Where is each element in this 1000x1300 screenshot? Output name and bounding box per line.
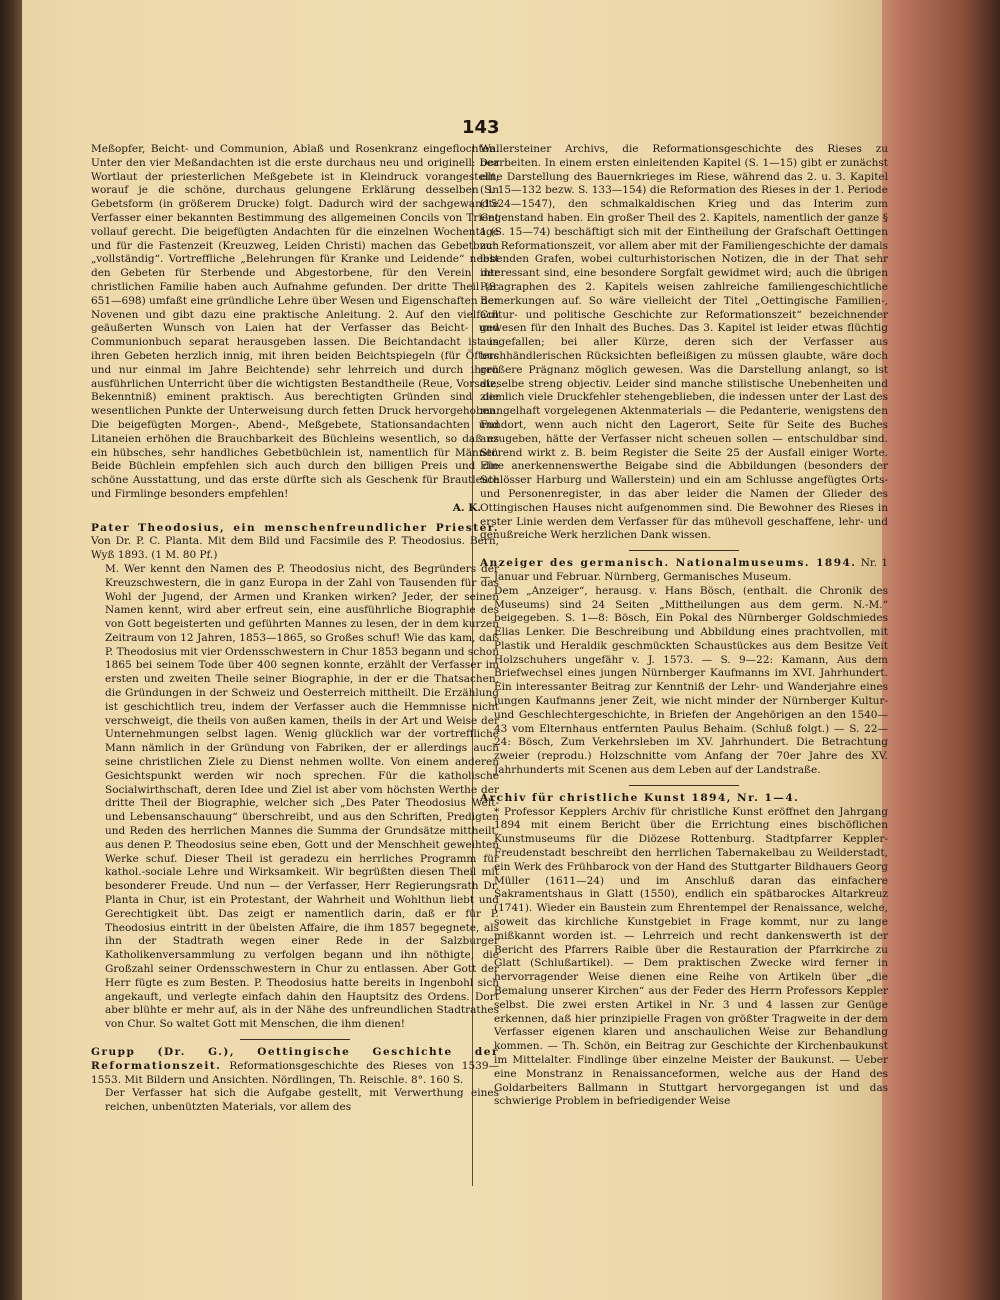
review-bibliography: Nr. 1 — Januar und Februar. Nürnberg, Germanisches Museum. — [480, 557, 889, 583]
review-paragraph: Wallersteiner Archivs, die Reformationsgeschichte des Rieses zu bearbeiten. In einem ersten einleitenden Kapitel (S. 1—15) gibt er zunächst eine Darstellung des Bauernkrieges im Riese, während das 2. u. 3. Kapitel (S. 15—132 bezw. S. 133—154) die Reformation des Rieses in der 1. Periode (1524—1547), den schmalkaldischen Krieg und das Interim zum Gegenstand haben. Ein großer Theil des 2. Kapitels, namentlich der ganze § 1 (S. 15—74) beschäftigt sich mit der Eintheilung der Grafschaft Oettingen zur Reformationszeit, vor allem aber mit der Familiengeschichte der damals lebenden Grafen, wobei culturhistorischen Notizen, die in der That sehr interessant sind, eine besondere Sorgfalt gewidmet wird; auch die übrigen Paragraphen des 2. Kapitels weisen zahlreiche familiengeschichtliche Bemerkungen auf. So wäre vielleicht der Titel „Oettingische Familien-, Cultur- und politische Geschichte zur Reformationszeit“ bezeichnender gewesen für den Inhalt des Buches. Das 3. Kapitel ist leider etwas flüchtig ausgefallen; bei aller Kürze, deren sich der Verfasser aus buchhändlerischen Rücksichten befleißigen zu müssen glaubte, wäre doch größere Prägnanz möglich gewesen. Was die Darstellung anlangt, so ist dieselbe streng objectiv. Leider sind manche stilistische Unebenheiten und ziemlich viele Druckfehler stehengeblieben, die indessen unter der Last des mangelhaft vorgelegenen Aktenmaterials — die Pedanterie, wenigstens den Fundort, wenn auch nicht den Lagerort, Seite für Seite des Buches anzugeben, hätte der Verfasser nicht scheuen sollen — entschuldbar sind. Störend wirkt z. B. beim Register die Seite 25 der Ausfall einiger Worte. Eine anerkennenswerthe Beigabe sind die Abbildungen (besonders der Schlösser Harburg und Wallerstein) und ein am Schlusse angefügtes Orts- und Personenregister, in das aber leider die Namen der Glieder des Ottingischen Hauses nicht aufgenommen sind. Die Bewohner des Rieses in erster Linie werden dem Verfasser für das mühevoll geschaffene, lehr- und genußreiche Werk herzlichen Dank wissen. — [480, 143, 888, 542]
review-paragraph: Dem „Anzeiger“, herausg. v. Hans Bösch, (enthalt. die Chronik des Museums) sind 24 Seiten „Mittheilungen aus dem germ. N.-M.“ beigegeben. S. 1—8: Bösch, Ein Pokal des Nürnberger Goldschmiedes Elias Lenker. Die Beschreibung und Abbildung eines prachtvollen, mit Plastik und Heraldik geschmückten Schaustückes aus dem Besitze Veit Holzschuhers ungefähr v. J. 1573. — S. 9—22: Kamann, Aus dem Briefwechsel eines jungen Nürnberger Kaufmanns im XVI. Jahrhundert. Ein interessanter Beitrag zur Kenntniß der Lehr- und Wanderjahre eines jungen Kaufmanns jener Zeit, wie nicht minder der Nürnberger Kultur- und Geschlechtergeschichte, in Briefen der Angehörigen an den 1540—43 vom Elternhaus entfernten Paulus Behaim. (Schluß folgt.) — S. 22—24: Bösch, Zum Verkehrsleben im XV. Jahrhundert. Die Betrachtung zweier (reprodu.) Holzschnitte vom Anfang der 70er Jahre des XV. Jahrhunderts mit Scenen aus dem Leben auf der Landstraße. — [494, 584, 888, 777]
book-binding-left — [0, 0, 22, 1300]
review-bibliography: Reformationsgeschichte des Rieses von 1539—1553. Mit Bildern und Ansichten. Nördlingen, Th. Reischle. 8°. 160 S. — [91, 1059, 499, 1086]
review-paragraph: Meßopfer, Beicht- und Communion, Ablaß und Rosenkranz eingeflochten. Unter den vier Meßandachten ist die erste durchaus neu und originell: Der Wortlaut der priesterlichen Meßgebete ist in Kleindruck vorangestellt, worauf je die schöne, durchaus gelungene Erklärung desselben in Gebetsform (in größerem Drucke) folgt. Dadurch wird der sachgewandte Verfasser einer bekannten Bestimmung des allgemeinen Concils von Trient vollauf gerecht. Die beigefügten Andachten für die einzelnen Wochentage und für die Fastenzeit (Kreuzweg, Leiden Christi) machen das Gebetbuch „vollständig“. Vortreffliche „Belehrungen für Kranke und Leidende“ nebst den Gebeten für Sterbende und Abgestorbene, für den Verein der christlichen Familie haben auch Aufnahme gefunden. Der dritte Theil (S. 651—698) umfaßt eine gründliche Lehre über Wesen und Eigenschaften der Novenen und gibt dazu eine praktische Anleitung. 2. Auf den vielfach geäußerten Wunsch von Laien hat der Verfasser das Beicht- und Communionbuch separat herausgeben lassen. Die Beichtandacht ist in ihren Gebeten herzlich innig, mit ihren beiden Beichtspiegeln (für Öfters und nur einmal im Jahre Beichtende) sehr lehrreich und durch ihren ausführlichen Unterricht über die wichtigsten Bestandtheile (Reue, Vorsatz, Bekenntniß) eminent praktisch. Aus berechtigten Gründen sind die wesentlichen Punkte der Unterweisung durch fetten Druck hervorgehoben. Die beigefügten Morgen-, Abend-, Meßgebete, Stationsandachten und Litaneien erhöhen die Brauchbarkeit des Büchleins wesentlich, so daß es ein hübsches, sehr handliches Gebetbüchlein ist, namentlich für Männer. Beide Büchlein empfehlen sich auch durch den billigen Preis und die schöne Ausstattung, und das erste dürfte sich als Geschenk für Brautleute und Firmlinge besonders empfehlen! — [91, 143, 499, 500]
book-page-edges — [880, 0, 1000, 1300]
review-heading — [91, 522, 499, 563]
review-title: Pater Theodosius, ein menschenfreundlicher Priester. — [91, 521, 499, 534]
review-signature: A. K. — [452, 501, 481, 514]
review-heading — [91, 1046, 499, 1087]
review-paragraph: M. Wer kennt den Namen des P. Theodosius nicht, des Begründers der Kreuzschwestern, die in ganz Europa in der Zahl von Tausenden für das Wohl der Jugend, der Armen und Kranken wirken? Jeder, der seinen Namen kennt, wird aber erfreut sein, eine ausführliche Biographie des von Gott begeisterten und geführten Mannes zu lesen, der in dem kurzen Zeitraum von 12 Jahren, 1853—1865, so Großes schuf! Wie das kam, daß P. Theodosius mit vier Ordensschwestern in Chur 1853 begann und schon 1865 bei seinem Tode über 400 segnen konnte, erzählt der Verfasser im ersten und zweiten Theile seiner Biographie, in der er die Thatsachen, die Gründungen in der Schweiz und Oesterreich mittheilt. Die Erzählung ist geschichtlich treu, indem der Verfasser auch die Hemmnisse nicht verschweigt, die theils von außen kamen, theils in der Art und Weise der Unternehmungen selbst lagen. Wenig glücklich war der vortreffliche Mann nämlich in der Gründung von Fabriken, der er allerdings auch seine christlichen Ziele zu Dienst nehmen wollte. Von einem anderen Gesichtspunkt werden wir noch sprechen. Für die katholische Socialwirthschaft, deren Idee und Ziel ist aber vom höchsten Werthe der dritte Theil der Biographie, welcher sich „Des Pater Theodosius Welt- und Lebensanschauung“ überschreibt, und aus den Schriften, Predigten und Reden des herrlichen Mannes die Summa der Grundsätze mittheilt, aus denen P. Theodosius seine eben, Gott und der Menschheit geweihten Werke schuf. Dieser Theil ist geradezu ein herrliches Programm für kathol.-sociale Lehre und Wirksamkeit. Wir begrüßten diesen Theil mit besonderer Freude. Und nun — der Verfasser, Herr Regierungsrath Dr. Planta in Chur, ist ein Protestant, der Wahrheit und Wohlthun liebt und Gerechtigkeit übt. Das zeigt er namentlich darin, daß er für P. Theodosius eintritt in der übelsten Affaire, die ihm 1857 begegnete, als ihn der Stadtrath wegen einer Rede in der Salzburger Katholikenversammlung zu verfolgen begann und ihn nöthigte, die Großzahl seiner Ordensschwestern in Chur zu entlassen. Aber Gott der Herr fügte es zum Besten. P. Theodosius hatte bereits in Ingenbohl sich angekauft, und verlegte einfach dahin den Hauptsitz des Ordens. Dort aber blühte er mehr auf, als in der Nähe des unfreundlichen Stadtrathes von Chur. So waltet Gott mit Menschen, die ihm dienen! — [105, 562, 499, 1031]
review-heading — [480, 792, 888, 806]
review-bibliography: Von Dr. P. C. Planta. Mit dem Bild und Facsimile des P. Theodosius. Bern, Wyß 1893. (1 M. 80 Pf.) — [91, 535, 499, 562]
section-rule — [240, 1039, 350, 1040]
review-paragraph: Der Verfasser hat sich die Aufgabe gestellt, mit Verwerthung eines reichen, unbenützten Materials, vor allem des — [105, 1087, 499, 1114]
page-number: 143 — [462, 117, 500, 138]
section-rule — [629, 785, 739, 786]
left-column — [91, 143, 499, 1115]
section-rule — [629, 550, 739, 551]
review-title: Anzeiger des germanisch. Nationalmuseums. 1894. — [480, 557, 857, 570]
review-title: Archiv für christliche Kunst 1894, Nr. 1—4. — [480, 791, 800, 804]
right-column — [480, 143, 888, 1109]
review-title: Grupp (Dr. G.), Oettingische Geschichte der Reformationszeit. — [91, 1046, 499, 1072]
review-paragraph: * Professor Kepplers Archiv für christliche Kunst eröffnet den Jahrgang 1894 mit einem Bericht über die Errichtung eines bischöflichen Kunstmuseums für die Diözese Rottenburg. Stadtpfarrer Keppler-Freudenstadt beschreibt den herrlichen Tabernakelbau zu Weilderstadt, ein Werk des Frühbarock von der Hand des Stuttgarter Bildhauers Georg Müller (1611—24) und im Anschluß daran das einfachere Sakramentshaus in Glatt (1550), endlich ein spätbarockes Altarkreuz (1741). Wieder ein Baustein zum Ehrentempel der Renaissance, welche, soweit das kirchliche Kunstgebiet in Frage kommt, nur zu lange mißkannt worden ist. — Lehrreich und recht dankenswerth ist der Bericht des Pfarrers Raible über die Restauration der Pfarrkirche zu Glatt (Schlußartikel). — Dem praktischen Zwecke wird ferner in hervorragender Weise dienen eine Reihe von Artikeln über „die Bemalung unserer Kirchen“ aus der Feder des Herrn Professors Keppler selbst. Die zwei ersten Artikel in Nr. 3 und 4 lassen zur Genüge erkennen, daß hier prinzipielle Fragen von größter Tragweite in der dem Verfasser eigenen klaren und anschaulichen Weise zur Behandlung kommen. — Th. Schön, ein Beitrag zur Geschichte der Kirchenbaukunst im Mittelalter. Findlinge über einzelne Meister der Baukunst. — Ueber eine Monstranz in Renaissanceformen, welche aus der Hand des Goldarbeiters Ballmann in Stuttgart hervorgegangen ist und das schwierige Problem in befriedigender Weise — [494, 805, 888, 1108]
review-heading — [480, 557, 888, 585]
